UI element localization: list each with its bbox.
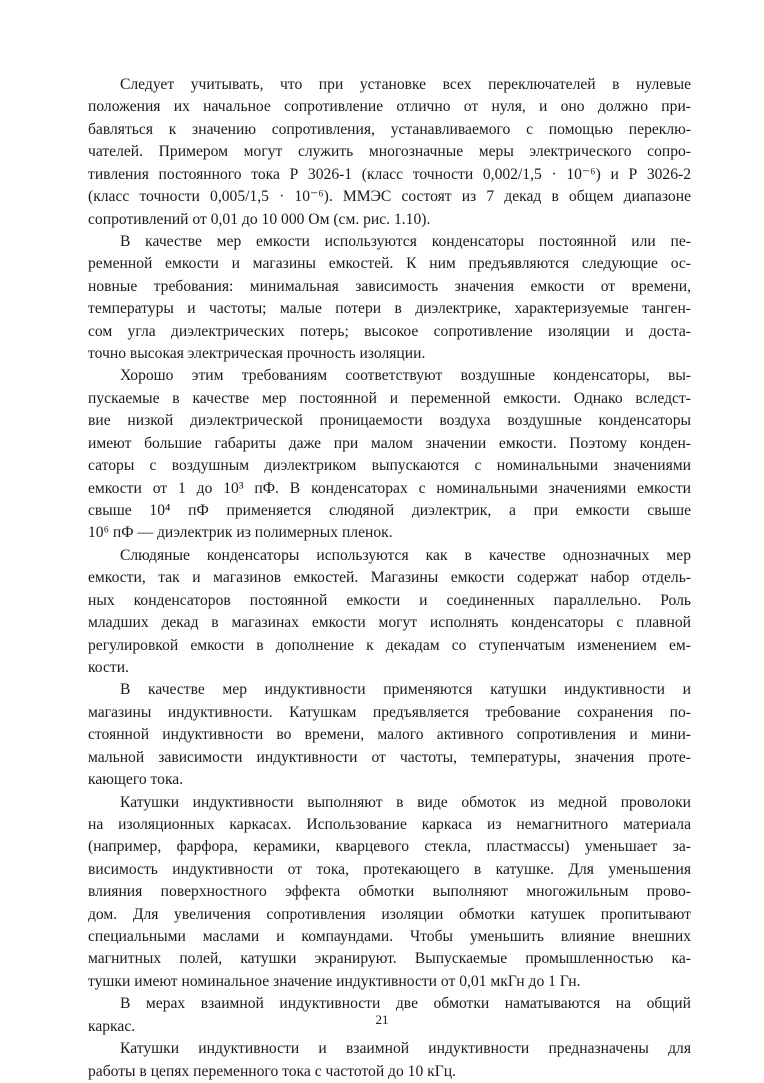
text-line: специальными маслами и компаундами. Чтобы уменьшить влияние внешних (88, 928, 691, 946)
text-line: свыше 10⁴ пФ применяется слюдяной диэлектрик, а при емкости свыше (88, 502, 691, 520)
text-line: (например, фарфора, керамики, кварцевого стекла, пластмассы) уменьшает за- (88, 838, 691, 856)
text-line: на изоляционных каркасах. Использование каркаса из немагнитного материала (88, 815, 691, 833)
paragraph (88, 231, 691, 366)
text-line: (класс точности 0,005/1,5 · 10⁻⁶). ММЭС состоят из 7 декад в общем диапазоне (88, 188, 691, 206)
text-line: новные требования: минимальная зависимость значения емкости от времени, (88, 277, 691, 295)
text-line: тушки имеют номинальное значение индуктивности от 0,01 мкГн до 1 Гн. (88, 972, 581, 990)
text-line: каркас. (88, 1017, 136, 1035)
text-line: кости. (88, 658, 129, 676)
text-line: дом. Для увеличения сопротивления изоляции обмотки катушек пропитывают (88, 905, 691, 923)
text-line: влияния поверхностного эффекта обмотки выполняют многожильным прово- (88, 883, 691, 901)
text-line: бавляться к значению сопротивления, устанавливаемого с помощью переклю- (88, 120, 691, 138)
document-body (88, 74, 691, 1083)
text-line: ременной емкости и магазины емкостей. К ним предъявляются следующие ос- (88, 255, 691, 273)
text-line: В качестве мер индуктивности применяются катушки индуктивности и (120, 681, 691, 699)
paragraph (88, 365, 691, 544)
text-line: висимость индуктивности от тока, протекающего в катушке. Для уменьшения (88, 860, 691, 878)
text-line: температуры и частоты; малые потери в диэлектрике, характеризуемые танген- (88, 300, 691, 318)
paragraph (88, 545, 691, 680)
paragraph (88, 74, 691, 231)
text-line: 10⁶ пФ — диэлектрик из полимерных пленок. (88, 524, 393, 542)
text-line: сом угла диэлектрических потерь; высокое сопротивление изоляции и доста- (88, 322, 691, 340)
text-line: Следует учитывать, что при установке всех переключателей в нулевые (120, 76, 691, 93)
text-line: магазины индуктивности. Катушкам предъявляется требование сохранения по- (88, 703, 691, 721)
text-line: Хорошо этим требованиям соответствуют воздушные конденсаторы, вы- (120, 367, 691, 385)
text-line: Катушки индуктивности и взаимной индуктивности предназначены для (120, 1040, 691, 1058)
text-line: В мерах взаимной индуктивности две обмотки наматываются на общий (120, 995, 691, 1013)
text-line: кающего тока. (88, 771, 184, 789)
text-line: Слюдяные конденсаторы используются как в качестве однозначных мер (120, 546, 691, 564)
text-line: младших декад в магазинах емкости могут исполнять конденсаторы с плавной (88, 614, 691, 632)
paragraph (88, 679, 691, 791)
text-line: вие низкой диэлектрической проницаемости воздуха воздушные конденсаторы (88, 412, 691, 430)
text-line: тивления постоянного тока Р 3026-1 (класс точности 0,002/1,5 · 10⁻⁶) и Р 3026-2 (88, 165, 691, 183)
text-line: работы в цепях переменного тока с частотой до 10 кГц. (88, 1062, 457, 1080)
text-line: сопротивлений от 0,01 до 10 000 Ом (см. рис. 1.10). (88, 210, 431, 228)
text-line: регулировкой емкости в дополнение к декадам со ступенчатым изменением ем- (88, 636, 691, 654)
paragraph (88, 1038, 691, 1083)
text-line: стоянной индуктивности во времени, малого активного сопротивления и мини- (88, 726, 691, 744)
text-line: чателей. Примером могут служить многозначные меры электрического сопро- (88, 143, 691, 161)
text-line: пускаемые в качестве мер постоянной и переменной емкости. Однако вследст- (88, 389, 691, 407)
text-line: В качестве мер емкости используются конденсаторы постоянной или пе- (120, 232, 691, 250)
text-line: мальной зависимости индуктивности от частоты, температуры, значения проте- (88, 748, 691, 766)
page-number: 21 (375, 1012, 389, 1027)
text-line: емкости от 1 до 10³ пФ. В конденсаторах с номинальными значениями емкости (88, 479, 691, 497)
text-line: Катушки индуктивности выполняют в виде обмоток из медной проволоки (120, 793, 691, 811)
text-line: точно высокая электрическая прочность изоляции. (88, 345, 426, 363)
text-line: ных конденсаторов постоянной емкости и соединенных параллельно. Роль (88, 591, 691, 609)
text-line: емкости, так и магазинов емкостей. Магазины емкости содержат набор отдель- (88, 569, 691, 587)
text-line: магнитных полей, катушки экранируют. Выпускаемые промышленностью ка- (88, 950, 691, 968)
text-line: саторы с воздушным диэлектриком выпускаются с номинальными значениями (88, 457, 691, 475)
paragraph (88, 792, 691, 994)
text-line: имеют большие габариты даже при малом значении емкости. Поэтому конден- (88, 434, 691, 452)
text-line: положения их начальное сопротивление отлично от нуля, и оно должно при- (88, 98, 691, 116)
